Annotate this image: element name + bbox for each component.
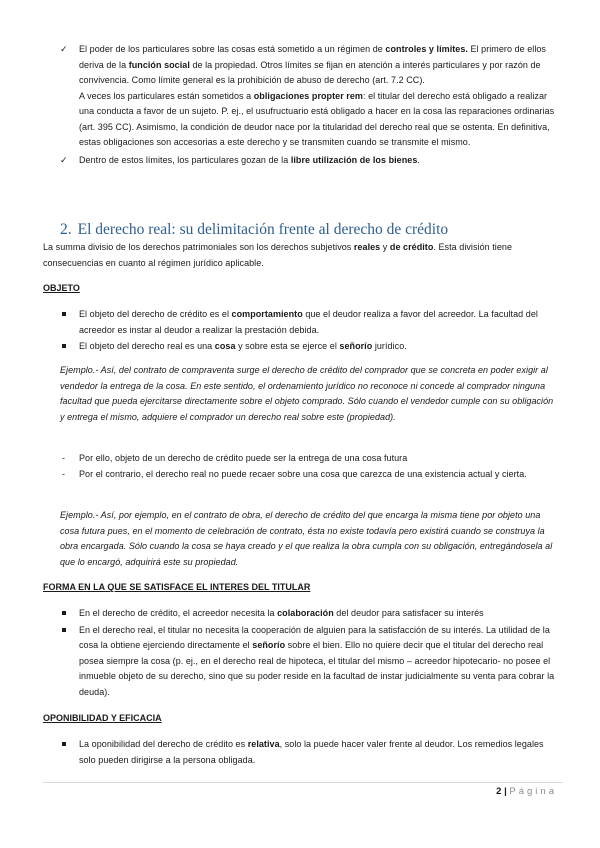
check-item-libre-utilizacion	[0, 153, 600, 169]
page-footer	[496, 786, 557, 797]
page-number: 2	[496, 786, 502, 797]
objeto-bullets	[0, 307, 600, 356]
bold-text: reales	[353, 242, 381, 252]
text: El poder de los particulares sobre las cosas está sometido a un régimen de	[79, 44, 386, 54]
objeto-dash-list	[0, 451, 600, 482]
bold-text: comportamiento	[231, 309, 303, 319]
text: y sobre esta se ejerce el	[235, 341, 340, 351]
footer-separator: |	[504, 786, 507, 797]
text: A veces los particulares están sometidos a	[79, 90, 254, 101]
bullet-square-icon	[62, 312, 66, 316]
dash-item	[0, 467, 600, 483]
text: El primero de ellos deriva de la	[79, 44, 546, 70]
text: Por ello, objeto de un derecho de crédito puede ser la entrega de una cosa futura	[79, 453, 408, 463]
section-number: 2.	[60, 221, 72, 238]
check-item-controles	[0, 42, 600, 151]
text: sobre el bien. Ello no quiere decir que el titular del derecho real posea siempre la cosa (p. ej., en el derecho real de hipoteca, el titular del mismo – acreedor hipotecario- no posee el inmueble objeto de su derecho, sino que su poder reside en la facultad de instar judicialmente su venta para cobrar la deuda).	[79, 640, 555, 697]
example-compraventa: Ejemplo.- Así, del contrato de compraventa surge el derecho de crédito del comprador que se concreta en poder exigir al vendedor la entrega de la cosa. En este sentido, el ordenamiento jurídico no reconoce ni concede al comprador ninguna facultad que pueda ejercitarse directamente sobre el objeto comprado. Sólo cuando el vendedor cumple con su obligación y entrega el mismo, adquiere el comprador un derecho real sobre este (propiedad).	[60, 365, 554, 422]
oponibilidad-bullets	[0, 737, 600, 769]
section-title: El derecho real: su delimitación frente al derecho de crédito	[77, 221, 449, 238]
subparagraph-propter-rem	[79, 89, 560, 151]
forma-bullets	[0, 606, 600, 701]
intro-list	[0, 42, 600, 168]
text: En el derecho real, el titular no necesita la cooperación de alguien para la satisfacción de su interés. La utilidad de la cosa la obtiene ejerciendo directamente el	[79, 624, 550, 650]
bold-text: señorío	[339, 341, 373, 351]
bold-text: controles y límites.	[385, 44, 468, 54]
text: La oponibilidad del derecho de crédito es	[79, 739, 248, 749]
bullet-square-icon	[62, 611, 66, 615]
bold-text: cosa	[214, 341, 236, 351]
bold-text: relativa	[247, 739, 280, 749]
bullet-item	[0, 606, 600, 622]
subheading-oponibilidad: OPONIBILIDAD Y EFICACIA	[43, 713, 162, 723]
text: La summa divisio de los derechos patrimoniales son los derechos subjetivos	[43, 242, 354, 252]
bullet-item	[0, 307, 600, 338]
bold-text: libre utilización de los bienes	[290, 154, 418, 165]
bold-text: señorío	[252, 640, 286, 650]
text: El objeto del derecho de crédito es el	[79, 309, 232, 319]
bullet-item	[0, 623, 600, 701]
checkmark-icon: ✓	[60, 154, 68, 165]
bold-text: colaboración	[277, 608, 334, 618]
bullet-square-icon	[62, 742, 66, 746]
bold-text: obligaciones propter rem	[253, 90, 363, 101]
footer-divider	[43, 782, 563, 783]
text: y	[380, 242, 390, 252]
text: de la propiedad. Otros límites se fijan en atención a interés particulares y por razón de convivencia. Como límite general es la prohibición de abuso de derecho (art. 7.2 CC).	[79, 59, 541, 85]
dash-marker: -	[62, 468, 66, 479]
section-lead	[43, 240, 563, 271]
page-label: Página	[509, 786, 557, 797]
bullet-item	[0, 737, 600, 768]
dash-marker: -	[62, 453, 66, 463]
bullet-item	[0, 339, 600, 355]
text: Por el contrario, el derecho real no puede recaer sobre una cosa que carezca de una existencia actual y cierta.	[79, 468, 527, 479]
text: En el derecho de crédito, el acreedor necesita la	[79, 608, 278, 618]
text: .	[417, 154, 420, 165]
text: Dentro de estos límites, los particulares gozan de la	[79, 154, 291, 165]
text: El objeto del derecho real es una	[79, 341, 215, 351]
text: , solo la puede hacer valer frente al deudor. Los remedios legales solo pueden dirigirse a la persona obligada.	[79, 739, 544, 765]
text: : el titular del derecho está obligado a realizar una conducta a favor de un sujeto. P. ej., el usufructuario está obligado a hacer en la cosa las reparaciones ordinarias (art. 395 CC). Asimismo, la condición de deudor nace por la titularidad del derecho real que se ostenta. En definitiva, estas obligaciones son accesorias a este derecho y se transmiten cuando se transmite el mismo.	[79, 90, 555, 147]
dash-item	[0, 451, 600, 467]
text: que el deudor realiza a favor del acreedor. La facultad del acreedor es instar al deudor a realizar la prestación debida.	[79, 309, 538, 335]
text: . Esta división tiene consecuencias en cuanto al régimen jurídico aplicable.	[43, 242, 512, 268]
bold-text: de crédito	[389, 242, 434, 252]
subheading-objeto: OBJETO	[43, 283, 80, 293]
bullet-square-icon	[62, 628, 66, 632]
text: del deudor para satisfacer su interés	[333, 608, 484, 618]
bullet-square-icon	[62, 344, 66, 348]
example-contrato-obra: Ejemplo.- Así, por ejemplo, en el contrato de obra, el derecho de crédito del que encarga la misma tiene por objeto una cosa futura pues, en el momento de celebración de contrato, ésta no existe todavía pero existirá cuando se construya la obra encargada. Sólo cuando la cosa se haya creado y el que realiza la obra cumpla con su obligación, entregándosela al que lo encargó, adquirirá este su propiedad.	[60, 510, 553, 567]
subheading-forma: FORMA EN LA QUE SE SATISFACE EL INTERES DEL TITULAR	[43, 582, 311, 592]
bold-text: función social	[128, 59, 190, 70]
checkmark-icon: ✓	[60, 44, 68, 54]
section-heading	[60, 220, 448, 240]
text: jurídico.	[372, 341, 407, 351]
